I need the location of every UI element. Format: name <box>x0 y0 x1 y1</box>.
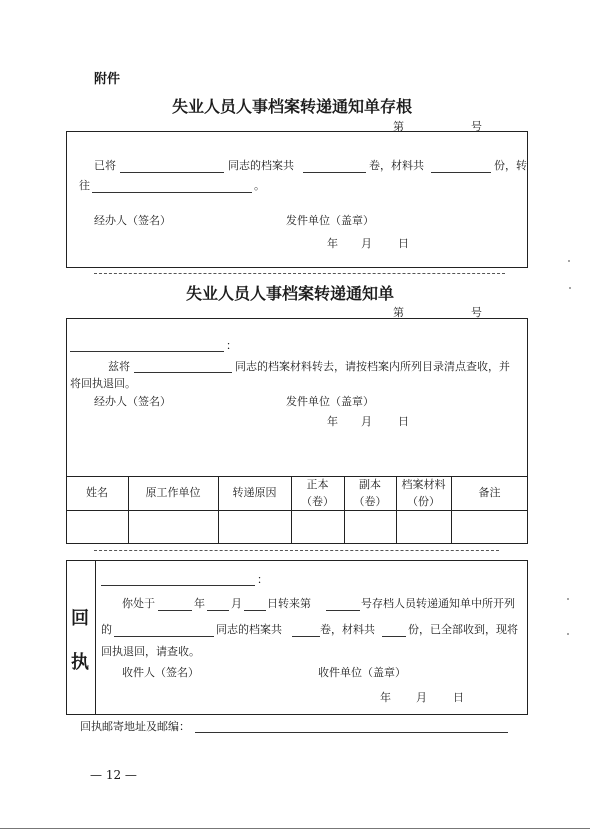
stub-date-month: 月 <box>361 237 372 250</box>
table-header-border <box>66 510 528 511</box>
table-header-subtext: （份） <box>407 495 440 508</box>
notice-colon: ： <box>226 339 237 352</box>
attachment-label: 附件 <box>94 72 121 87</box>
receipt-copies-field[interactable] <box>382 636 406 637</box>
receipt-date-month: 月 <box>416 691 427 704</box>
receipt-side-label-2: 执 <box>71 652 89 673</box>
stub-date-year: 年 <box>327 237 338 250</box>
receipt-date-day: 日 <box>453 691 464 704</box>
receipt-month-field[interactable] <box>207 610 229 611</box>
notice-number-suffix: 号 <box>471 306 482 319</box>
notice-number-prefix: 第 <box>393 306 404 319</box>
page-bottom-edge <box>0 828 590 829</box>
table-header-original-copy <box>291 476 344 510</box>
receipt-receiver-label: 收件人（签名） <box>122 666 199 679</box>
receipt-side-label-1: 回 <box>71 608 89 629</box>
notice-handler-label: 经办人（签名） <box>94 395 171 408</box>
stub-number-prefix: 第 <box>393 120 404 133</box>
stub-volumes-field[interactable] <box>303 172 366 173</box>
scan-speck <box>569 287 571 289</box>
receipt-name-field[interactable] <box>114 636 214 637</box>
table-header-text: 转递原因 <box>232 486 277 500</box>
notice-date-month: 月 <box>361 415 372 428</box>
receipt-text-line3: 回执退回，请查收。 <box>101 645 200 658</box>
receipt-text-of: 的 <box>101 623 112 636</box>
receipt-receiver-unit-label: 收件单位（盖章） <box>318 666 406 679</box>
stub-text-end: 。 <box>254 179 265 192</box>
stub-destination-field[interactable] <box>92 192 252 193</box>
receipt-volumes-field[interactable] <box>292 636 320 637</box>
notice-text-now: 兹将 <box>108 360 130 373</box>
receipt-text-day-transfer: 日转来第 <box>267 597 311 610</box>
stub-text-archives-of: 同志的档案共 <box>228 159 294 172</box>
receipt-year-field[interactable] <box>158 610 192 611</box>
stub-copies-field[interactable] <box>431 172 491 173</box>
notice-name-field[interactable] <box>134 372 232 373</box>
stub-text-copies-transfer: 份，转 <box>494 159 527 172</box>
page-number: — 12 — <box>90 768 137 782</box>
stub-text-already: 已将 <box>94 159 116 172</box>
table-header-text: 姓名 <box>86 486 108 500</box>
notice-text-body-line2: 将回执退回。 <box>70 377 136 390</box>
table-header-text: 原工作单位 <box>145 486 201 500</box>
stub-name-field[interactable] <box>120 172 224 173</box>
cut-line-1 <box>94 273 505 274</box>
stub-title: 失业人员人事档案转递通知单存根 <box>172 97 413 116</box>
stub-sender-label: 发件单位（盖章） <box>286 214 374 227</box>
stub-number-suffix: 号 <box>471 120 482 133</box>
mailing-address-label: 回执邮寄地址及邮编： <box>80 720 190 733</box>
cut-line-2 <box>94 550 499 551</box>
scan-speck <box>567 598 569 600</box>
stub-box <box>66 131 528 268</box>
receipt-sender-field[interactable] <box>101 585 255 586</box>
notice-recipient-field[interactable] <box>70 351 224 352</box>
table-header-transfer-reason <box>218 476 291 510</box>
notice-sender-label: 发件单位（盖章） <box>286 395 374 408</box>
notice-date-year: 年 <box>327 415 338 428</box>
stub-text-to: 往 <box>79 179 90 192</box>
table-header-duplicate-copy <box>344 476 396 510</box>
notice-date-day: 日 <box>398 415 409 428</box>
table-header-text: 备注 <box>478 486 501 500</box>
receipt-colon: ： <box>257 573 268 586</box>
receipt-text-line2-rest: 份，已全部收到，现将 <box>408 623 518 636</box>
notice-text-body: 同志的档案材料转去，请按档案内所列目录清点查收，并 <box>235 360 510 373</box>
receipt-text-month: 月 <box>231 597 242 610</box>
stub-handler-label: 经办人（签名） <box>94 214 171 227</box>
receipt-side-divider <box>95 560 96 715</box>
receipt-text-year: 年 <box>194 597 205 610</box>
stub-text-volumes-materials: 卷，材料共 <box>369 159 424 172</box>
table-header-text: 档案材料 <box>401 477 446 491</box>
table-header-remarks <box>451 476 528 510</box>
receipt-text-archives: 同志的档案共 <box>216 623 282 636</box>
receipt-notice-number-field[interactable] <box>326 610 360 611</box>
stub-date-day: 日 <box>398 237 409 250</box>
table-header-subtext: （卷） <box>301 495 334 508</box>
receipt-day-field[interactable] <box>244 610 266 611</box>
notice-title: 失业人员人事档案转递通知单 <box>186 284 395 303</box>
table-header-subtext: （卷） <box>353 495 387 508</box>
scan-speck <box>567 633 569 635</box>
receipt-text-you-at: 你处于 <box>122 597 155 610</box>
scan-speck <box>568 260 570 262</box>
table-header-name <box>66 476 128 510</box>
mailing-address-field[interactable] <box>195 732 508 733</box>
table-header-text: 副本 <box>359 477 381 491</box>
receipt-date-year: 年 <box>380 691 391 704</box>
table-header-original-unit <box>128 476 218 510</box>
receipt-text-line1-rest: 号存档人员转递通知单中所开列 <box>361 597 515 610</box>
receipt-text-volumes: 卷，材料共 <box>320 623 375 636</box>
table-header-text: 正本 <box>306 477 329 491</box>
table-header-archive-materials <box>396 476 451 510</box>
